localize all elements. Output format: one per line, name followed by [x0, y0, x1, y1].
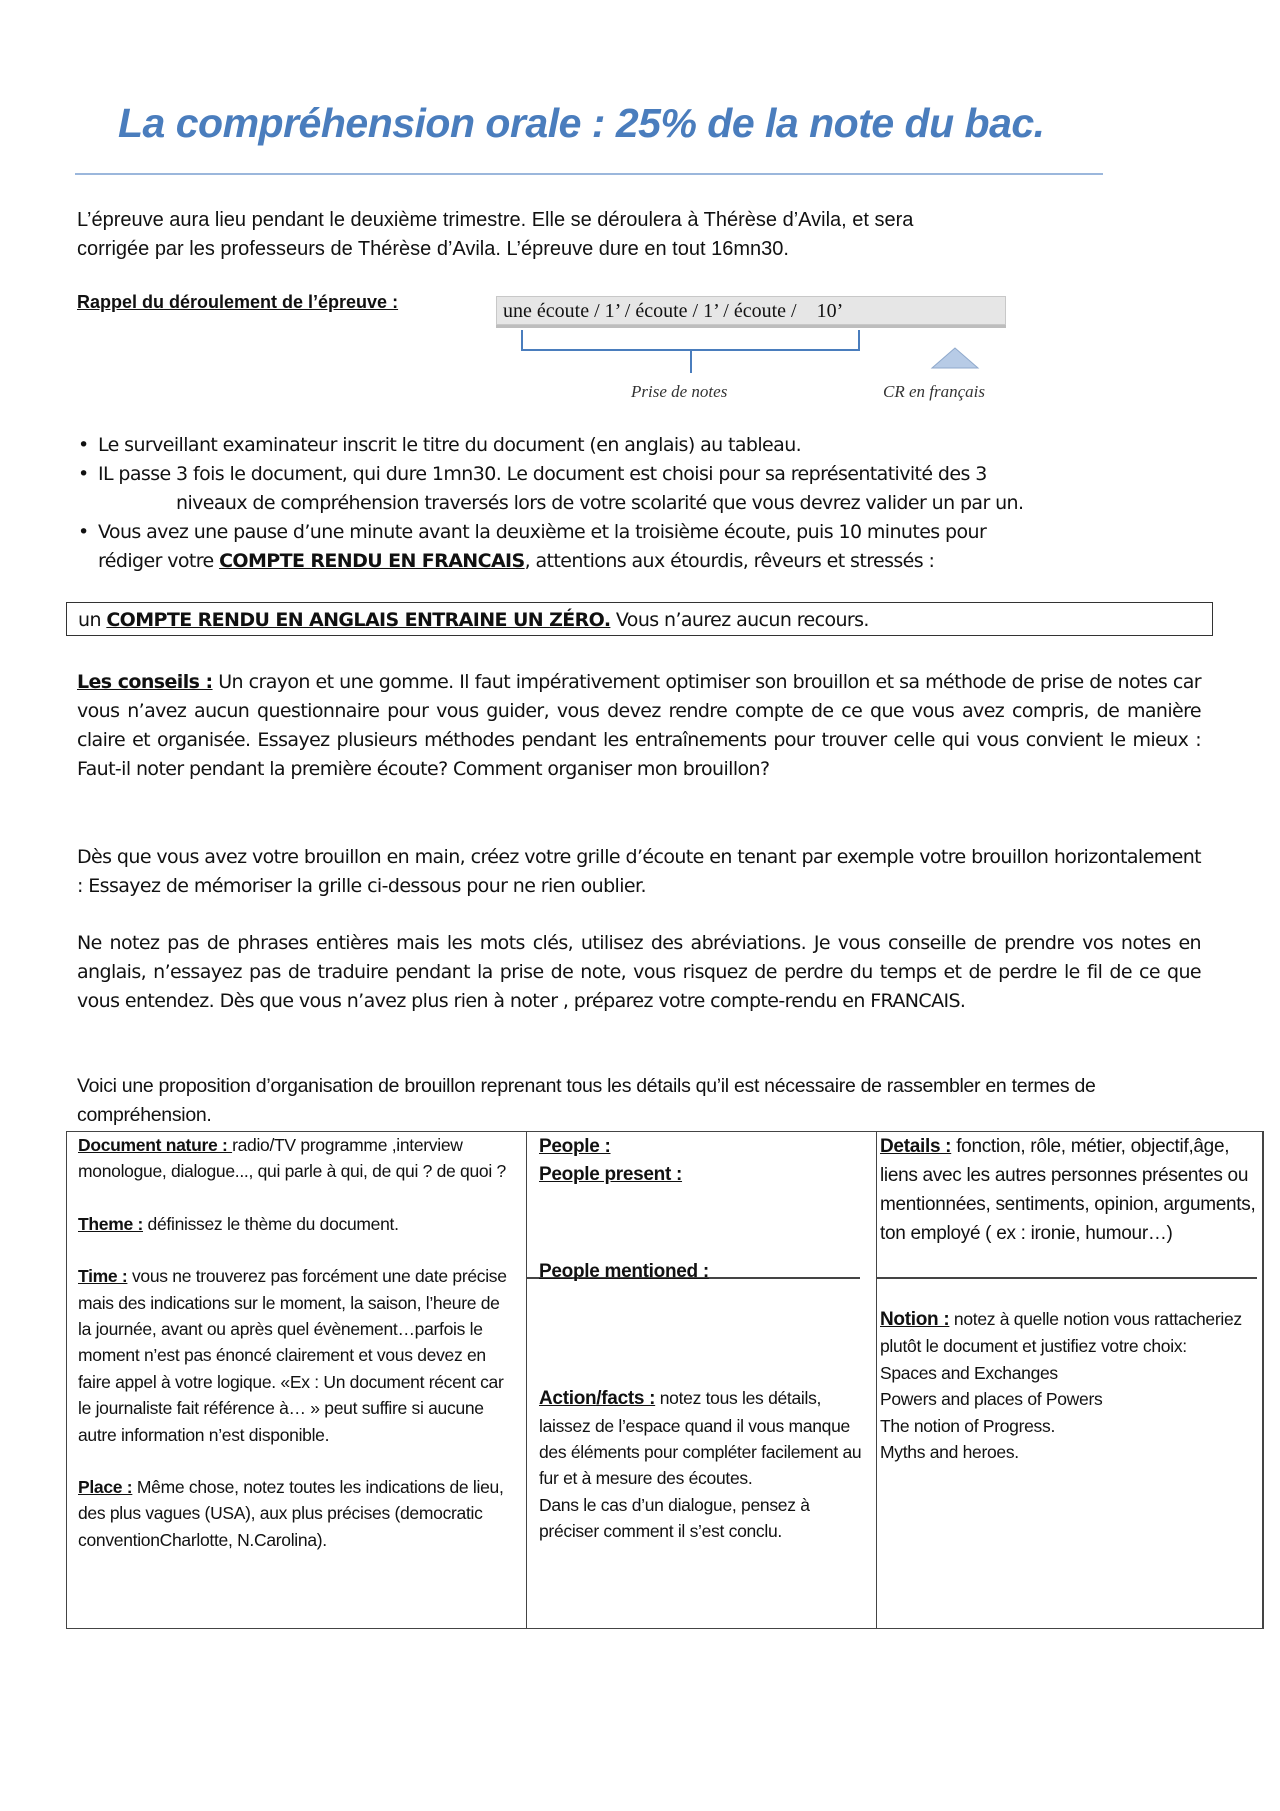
rappel-label: Rappel du déroulement de l’épreuve :	[77, 292, 399, 312]
cell-time: Time : vous ne trouverez pas forcément une date précise mais des indications sur le moment, la saison, l’heure de la journée, avant ou après quel évènement…parfois le moment n’est pas énoncé clairement et vous devez en faire appel à votre logique. «Ex : Un document récent car le journaliste fait référence à… » peut suffire si aucune autre information n’est disponible.	[78, 1266, 507, 1445]
cell-notion: Notion : notez à quelle notion vous rattacheriez plutôt le document et justifiez votre choix:	[880, 1309, 1242, 1357]
cell-place: Place : Même chose, notez toutes les indications de lieu, des plus vagues (USA), aux plus précises (democratic conventionCharlotte, N.Carolina).	[78, 1477, 504, 1550]
notion-item: The notion of Progress.	[880, 1415, 1056, 1436]
intro-line: L’épreuve aura lieu pendant le deuxième trimestre. Elle se déroulera à Thérèse d’Avila, et sera	[77, 209, 914, 231]
people-mentioned-label: People mentioned :	[539, 1260, 709, 1282]
list-item: • IL passe 3 fois le document, qui dure 1mn30. Le document est choisi pour sa représentativité des 3 niveaux de compréhension traversés lors de votre scolarité que vous devrez valider un par un.	[78, 460, 1203, 518]
list-item: • Vous avez une pause d’une minute avant la deuxième et la troisième écoute, puis 10 minutes pour rédiger votre COMPTE RENDU EN FRANCAIS, attentions aux étourdis, rêveurs et stressés :	[78, 518, 1203, 576]
cell-nature: Document nature : radio/TV programme ,interview monologue, dialogue..., qui parle à qui, de qui ? de quoi ?	[78, 1135, 506, 1182]
page-title: La compréhension orale : 25% de la note du bac.	[118, 100, 1045, 146]
notion-item: Spaces and Exchanges	[880, 1362, 1058, 1383]
cell-action: Action/facts : notez tous les détails, laissez de l’espace quand il vous manque des éléments pour compléter facilement au fur et à mesure des écoutes.	[539, 1388, 862, 1489]
cell-action-dialogue: Dans le cas d’un dialogue, pensez à préciser comment il s’est conclu.	[539, 1494, 810, 1542]
list-item: • Le surveillant examinateur inscrit le titre du document (en anglais) au tableau.	[78, 431, 1203, 460]
bullet-icon: •	[78, 463, 89, 485]
brace-diagram	[515, 328, 985, 378]
notion-item: Myths and heroes.	[880, 1442, 1019, 1463]
grille-paragraph: Dès que vous avez votre brouillon en main, créez votre grille d’écoute en tenant par exemple votre brouillon horizontalement : Essayez de mémoriser la grille ci-dessous pour ne rien oublier.	[77, 846, 1201, 897]
proposition-paragraph: Voici une proposition d’organisation de brouillon reprenant tous les détails qu’il est nécessaire de rassembler en termes de compréhension.	[77, 1075, 1096, 1126]
notes-paragraph: Ne notez pas de phrases entières mais les mots clés, utilisez des abréviations. Je vous conseille de prendre vos notes en anglais, n’essayez pas de traduire pendant la prise de note, vous risquez de perdre du temps et de perdre le fil de ce que vous entendez. Dès que vous n’avez plus rien à noter , préparez votre compte-rendu en FRANCAIS.	[77, 932, 1201, 1012]
people-present-label: People present :	[539, 1164, 683, 1186]
people-label: People :	[539, 1136, 611, 1157]
caption-prise-de-notes: Prise de notes	[631, 382, 728, 401]
warning-box: un COMPTE RENDU EN ANGLAIS ENTRAINE UN ZÉRO. Vous n’aurez aucun recours.	[66, 602, 1213, 636]
triangle-icon	[932, 348, 978, 368]
title-divider	[75, 173, 1103, 175]
cell-theme: Theme : définissez le thème du document.	[78, 1213, 399, 1234]
column-context	[78, 1132, 528, 1553]
column-divider	[876, 1132, 877, 1277]
intro-line: corrigée par les professeurs de Thérèse d’Avila. L’épreuve dure en tout 16mn30.	[77, 238, 789, 260]
caption-cr-francais: CR en français	[883, 382, 985, 401]
sequence-box: une écoute / 1’ / écoute / 1’ / écoute / 10’	[496, 296, 1006, 325]
brace-icon	[522, 330, 859, 373]
intro-paragraph	[77, 206, 1117, 264]
bullet-icon: •	[78, 521, 89, 543]
bullet-icon: •	[78, 434, 89, 456]
column-divider	[876, 1277, 877, 1628]
notion-item: Powers and places of Powers	[880, 1389, 1103, 1410]
column-people-action	[539, 1132, 874, 1545]
conseils-paragraph: Les conseils : Un crayon et une gomme. Il faut impérativement optimiser son brouillon et sa méthode de prise de notes car vous n’avez aucun questionnaire pour vous guider, vous devez rendre compte de ce que vous avez compris, de manière claire et organisée. Essayez plusieurs méthodes pendant les entraînements pour trouver celle qui vous convient le mieux : Faut-il noter pendant la première écoute? Comment organiser mon brouillon?	[77, 671, 1201, 780]
cell-details: Details : fonction, rôle, métier, objectif,âge, liens avec les autres personnes présentes ou mentionnées, sentiments, opinion, arguments, ton employé ( ex : ironie, humour…)	[880, 1136, 1256, 1244]
column-details-notion	[880, 1132, 1260, 1465]
brouillon-grid	[66, 1131, 1264, 1629]
bullet-list	[78, 431, 1203, 576]
